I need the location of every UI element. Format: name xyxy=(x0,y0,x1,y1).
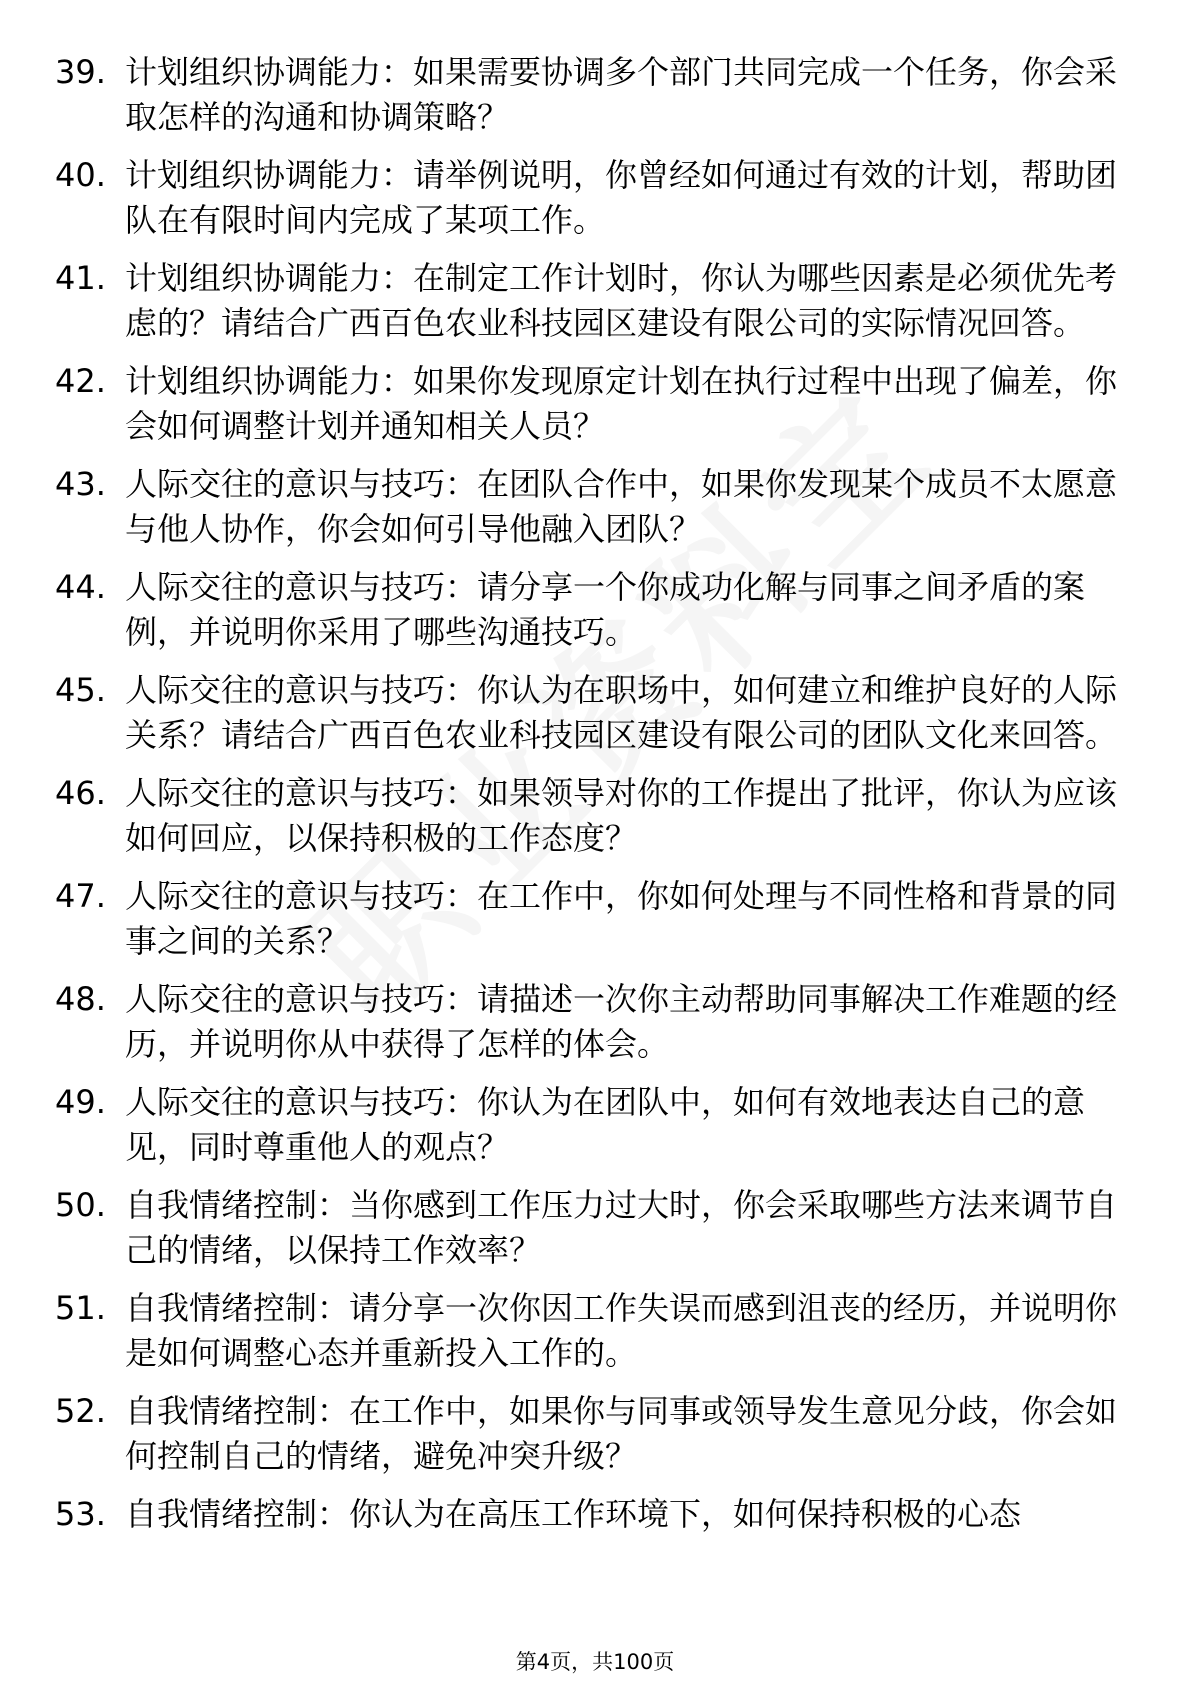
question-number: 43. xyxy=(55,465,106,503)
list-item xyxy=(55,1389,1135,1478)
question-number: 49. xyxy=(55,1083,106,1121)
question-text: 计划组织协调能力：如果你发现原定计划在执行过程中出现了偏差，你会如何调整计划并通知相关人员？ xyxy=(125,362,1118,445)
question-number: 39. xyxy=(55,53,106,91)
question-number: 45. xyxy=(55,671,106,709)
question-number: 51. xyxy=(55,1289,106,1327)
list-item xyxy=(55,1286,1135,1375)
question-number: 47. xyxy=(55,877,106,915)
list-item xyxy=(55,771,1135,860)
list-item xyxy=(55,153,1135,242)
page-footer: 第4页，共100页 xyxy=(515,1650,675,1674)
question-text: 人际交往的意识与技巧：请描述一次你主动帮助同事解决工作难题的经历，并说明你从中获得了怎样的体会。 xyxy=(125,980,1118,1063)
question-text: 人际交往的意识与技巧：你认为在职场中，如何建立和维护良好的人际关系？请结合广西百色农业科技园区建设有限公司的团队文化来回答。 xyxy=(125,671,1118,754)
list-item xyxy=(55,1492,1135,1537)
question-text: 自我情绪控制：你认为在高压工作环境下，如何保持积极的心态 xyxy=(125,1495,1022,1533)
question-number: 50. xyxy=(55,1186,106,1224)
question-text: 计划组织协调能力：在制定工作计划时，你认为哪些因素是必须优先考虑的？请结合广西百色农业科技园区建设有限公司的实际情况回答。 xyxy=(125,259,1118,342)
list-item xyxy=(55,668,1135,757)
list-item xyxy=(55,565,1135,654)
question-number: 42. xyxy=(55,362,106,400)
question-number: 53. xyxy=(55,1495,106,1533)
question-number: 52. xyxy=(55,1392,106,1430)
list-item xyxy=(55,256,1135,345)
question-number: 41. xyxy=(55,259,106,297)
list-item xyxy=(55,50,1135,139)
question-text: 自我情绪控制：在工作中，如果你与同事或领导发生意见分歧，你会如何控制自己的情绪，避免冲突升级？ xyxy=(125,1392,1118,1475)
question-text: 人际交往的意识与技巧：如果领导对你的工作提出了批评，你认为应该如何回应，以保持积极的工作态度？ xyxy=(125,774,1118,857)
question-number: 46. xyxy=(55,774,106,812)
question-number: 48. xyxy=(55,980,106,1018)
list-item xyxy=(55,874,1135,963)
question-number: 44. xyxy=(55,568,106,606)
list-item xyxy=(55,1183,1135,1272)
question-list xyxy=(55,50,1135,1551)
list-item xyxy=(55,359,1135,448)
question-text: 计划组织协调能力：请举例说明，你曾经如何通过有效的计划，帮助团队在有限时间内完成了某项工作。 xyxy=(125,156,1118,239)
question-text: 人际交往的意识与技巧：在工作中，你如何处理与不同性格和背景的同事之间的关系？ xyxy=(125,877,1118,960)
list-item xyxy=(55,977,1135,1066)
question-number: 40. xyxy=(55,156,106,194)
question-text: 人际交往的意识与技巧：在团队合作中，如果你发现某个成员不太愿意与他人协作，你会如何引导他融入团队？ xyxy=(125,465,1118,548)
list-item xyxy=(55,1080,1135,1169)
question-text: 自我情绪控制：当你感到工作压力过大时，你会采取哪些方法来调节自己的情绪，以保持工作效率？ xyxy=(125,1186,1118,1269)
list-item xyxy=(55,462,1135,551)
question-text: 人际交往的意识与技巧：请分享一个你成功化解与同事之间矛盾的案例，并说明你采用了哪些沟通技巧。 xyxy=(125,568,1086,651)
question-text: 人际交往的意识与技巧：你认为在团队中，如何有效地表达自己的意见，同时尊重他人的观点？ xyxy=(125,1083,1086,1166)
question-text: 自我情绪控制：请分享一次你因工作失误而感到沮丧的经历，并说明你是如何调整心态并重新投入工作的。 xyxy=(125,1289,1118,1372)
question-text: 计划组织协调能力：如果需要协调多个部门共同完成一个任务，你会采取怎样的沟通和协调策略？ xyxy=(125,53,1118,136)
